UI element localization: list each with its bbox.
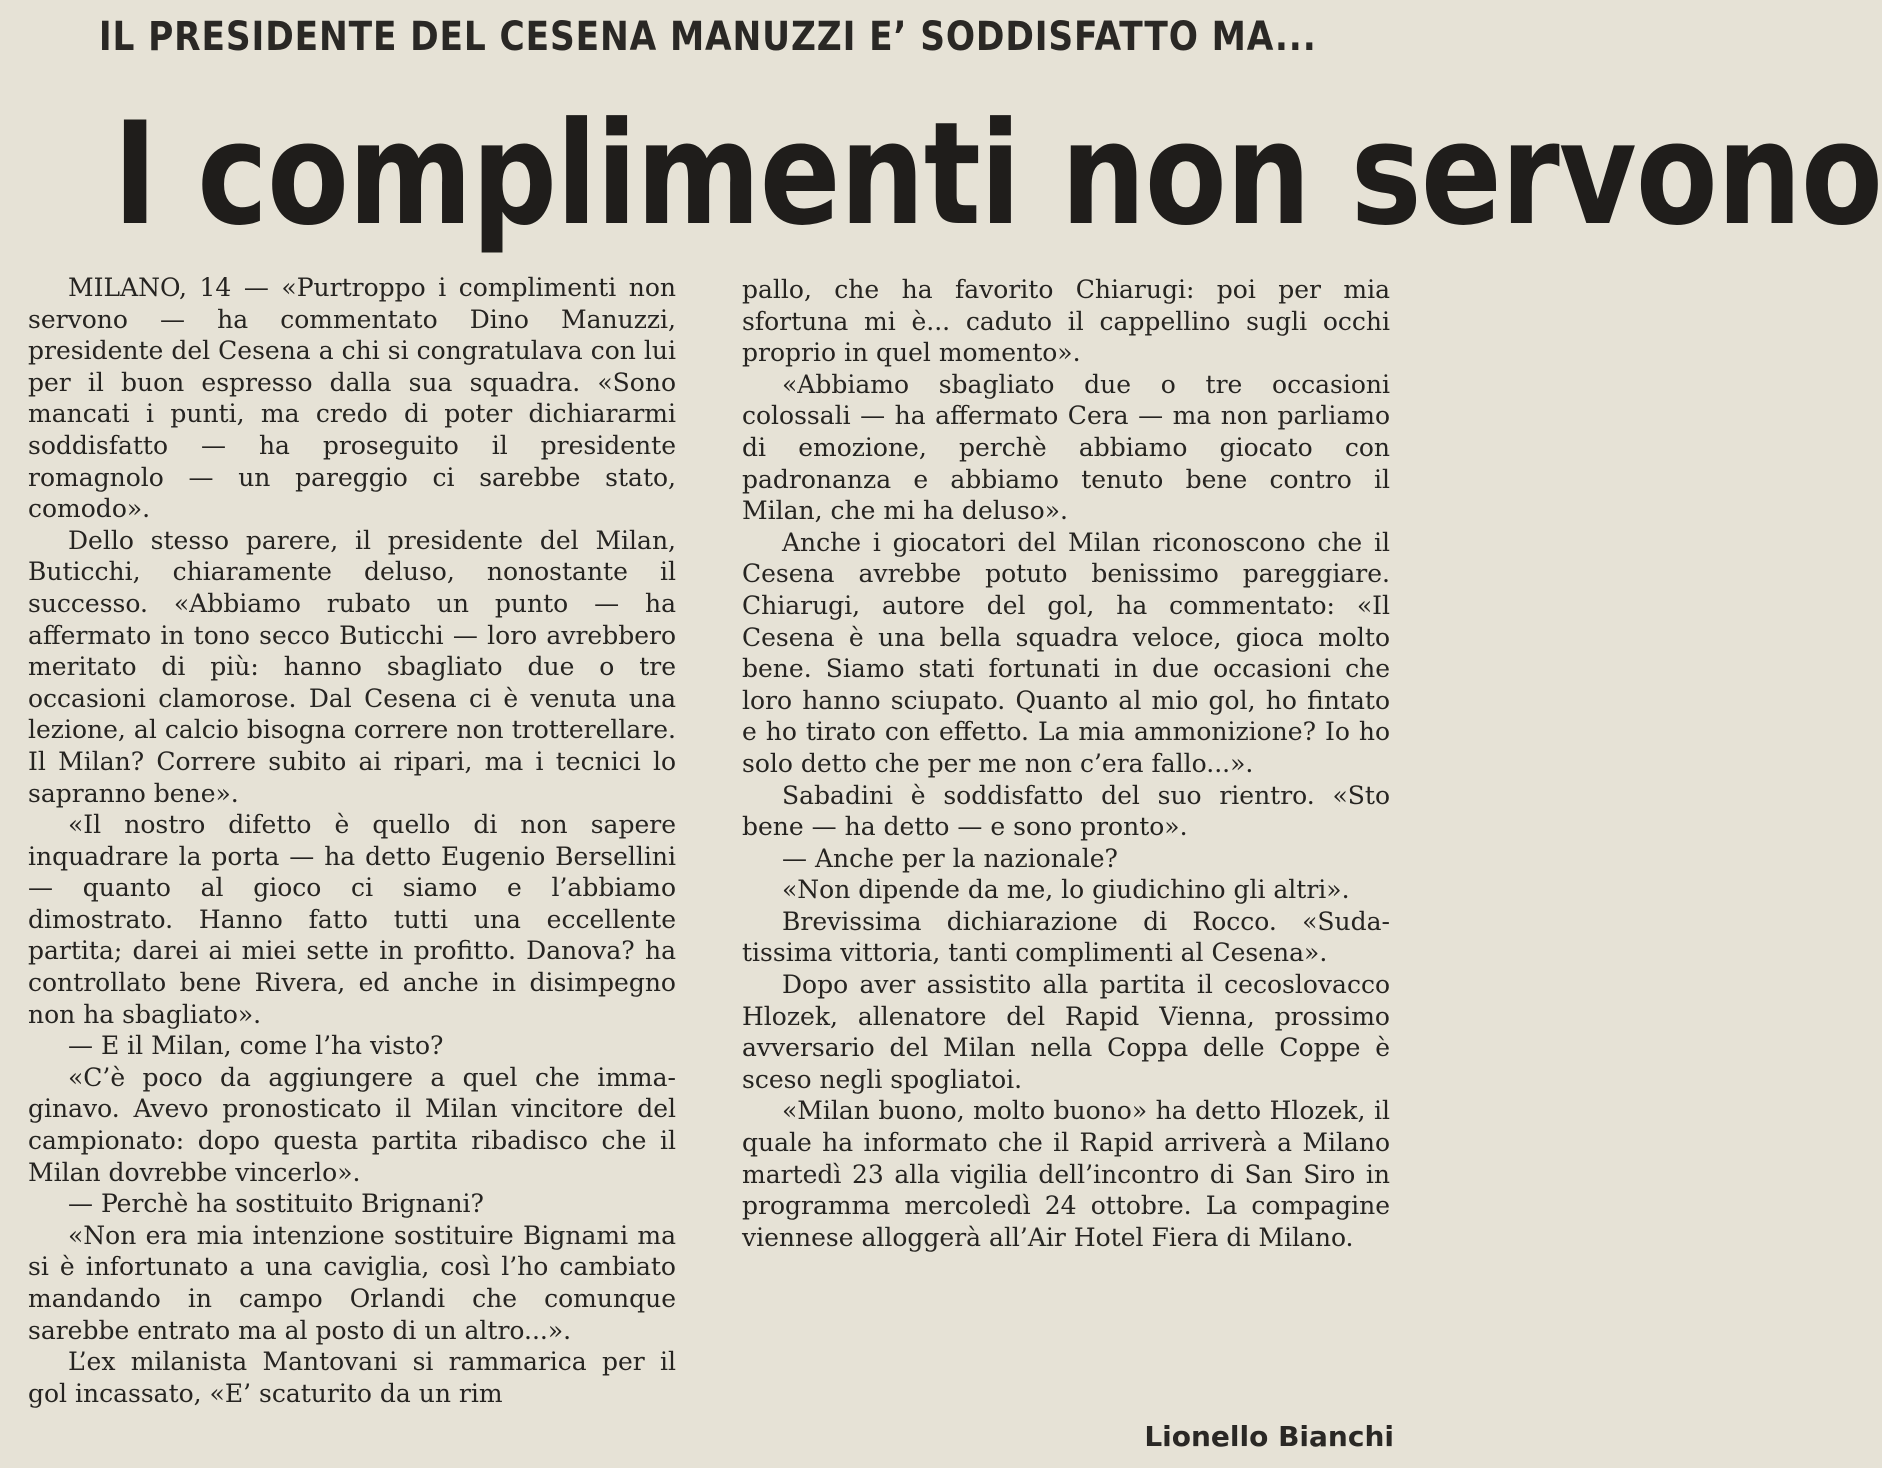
- paragraph: «Non dipende da me, lo giudichino gli altri».: [782, 875, 1350, 905]
- paragraph: L’ex milanista Mantovani si rammarica per il gol incassato, «E’ scaturito da un rim: [28, 1347, 676, 1408]
- article-column-left: [28, 272, 676, 1409]
- paragraph: — E il Milan, come l’ha visto?: [68, 1031, 444, 1061]
- article-kicker: IL PRESIDENTE DEL CESENA MANUZZI E’ SODDISFATTO MA...: [98, 14, 1317, 60]
- paragraph: Anche i giocatori del Milan riconoscono che il Cesena avrebbe potuto benissimo pareggiare. Chiarugi, autore del gol, ha commentato: «Il Cesena è una bella squadra veloce, gioca molto bene. Siamo stati fortunati in due occasioni che loro hanno sciupato. Quanto al mio gol, ho fintato e ho tirato con effetto. La mia ammonizione? Io ho solo detto che per me non c’era fallo...».: [742, 527, 1390, 778]
- paragraph: — Perchè ha sostituito Brignani?: [68, 1189, 484, 1219]
- paragraph: Brevissima dichiarazione di Rocco. «Sudatissima vittoria, tanti complimenti al Cesena».: [742, 906, 1390, 968]
- article-headline: I complimenti non servono: [112, 92, 1882, 257]
- article-column-right: [742, 274, 1390, 1253]
- paragraph: MILANO, 14 — «Purtroppo i complimenti non servono — ha commentato Dino Manuzzi, presidente del Cesena a chi si congratulava con lui per il buon espresso dalla sua squadra. «Sono mancati i punti, ma credo di poter dichiararmi soddisfatto — ha proseguito il presidente romagnolo — un pareggio ci sarebbe stato, comodo».: [28, 273, 676, 524]
- paragraph: Sabadini è soddisfatto del suo rientro. «Sto bene — ha detto — e sono pronto».: [742, 780, 1390, 842]
- paragraph: «Abbiamo sbagliato due o tre occasioni colossali — ha affermato Cera — ma non parliamo di emozione, perchè abbiamo giocato con padronanza e abbiamo tenuto bene contro il Milan, che mi ha deluso».: [742, 369, 1390, 526]
- paragraph-continued: pallo, che ha favorito Chiarugi: poi per mia sfortuna mi è... caduto il cappellino sugli occhi proprio in quel momento».: [742, 275, 1390, 368]
- article-byline: Lionello Bianchi: [1144, 1420, 1394, 1453]
- paragraph: «C’è poco da aggiungere a quel che immaginavo. Avevo pronosticato il Milan vincitore del campionato: dopo questa partita ribadisco che il Milan dovrebbe vincerlo».: [28, 1062, 676, 1187]
- paragraph: Dopo aver assistito alla partita il cecoslovacco Hlozek, allenatore del Rapid Vienna, prossimo avversario del Milan nella Coppa delle Coppe è sceso negli spogliatoi.: [742, 970, 1390, 1094]
- paragraph: «Non era mia intenzione sostituire Bignami ma si è infortunato a una caviglia, così l’ho cambiato mandando in campo Orlandi che comunque sarebbe entrato ma al posto di un altro...».: [28, 1220, 676, 1345]
- paragraph: — Anche per la nazionale?: [782, 843, 1118, 873]
- paragraph: Dello stesso parere, il presidente del Milan, Buticchi, chiaramente deluso, nonostante il successo. «Abbiamo rubato un punto — ha affermato in tono secco Buticchi — loro avrebbero meritato di più: hanno sbagliato due o tre occasioni clamorose. Dal Cesena ci è venuta una lezione, al calcio bisogna correre non trotterellare. Il Milan? Correre subito ai ripari, ma i tecnici lo sapranno bene».: [28, 525, 676, 808]
- paragraph: «Il nostro difetto è quello di non sapere inquadrare la porta — ha detto Eugenio Bersellini — quanto al gioco ci siamo e l’abbiamo dimostrato. Hanno fatto tutti una eccellente partita; darei ai miei sette in profitto. Danova? ha controllato bene Rivera, ed anche in disimpegno non ha sbagliato».: [28, 810, 676, 1029]
- paragraph: «Milan buono, molto buono» ha detto Hlozek, il quale ha informato che il Rapid arriverà a Milano martedì 23 alla vigilia dell’incontro di San Siro in programma mercoledì 24 ottobre. La compagine viennese alloggerà all’Air Hotel Fiera di Milano.: [742, 1096, 1390, 1252]
